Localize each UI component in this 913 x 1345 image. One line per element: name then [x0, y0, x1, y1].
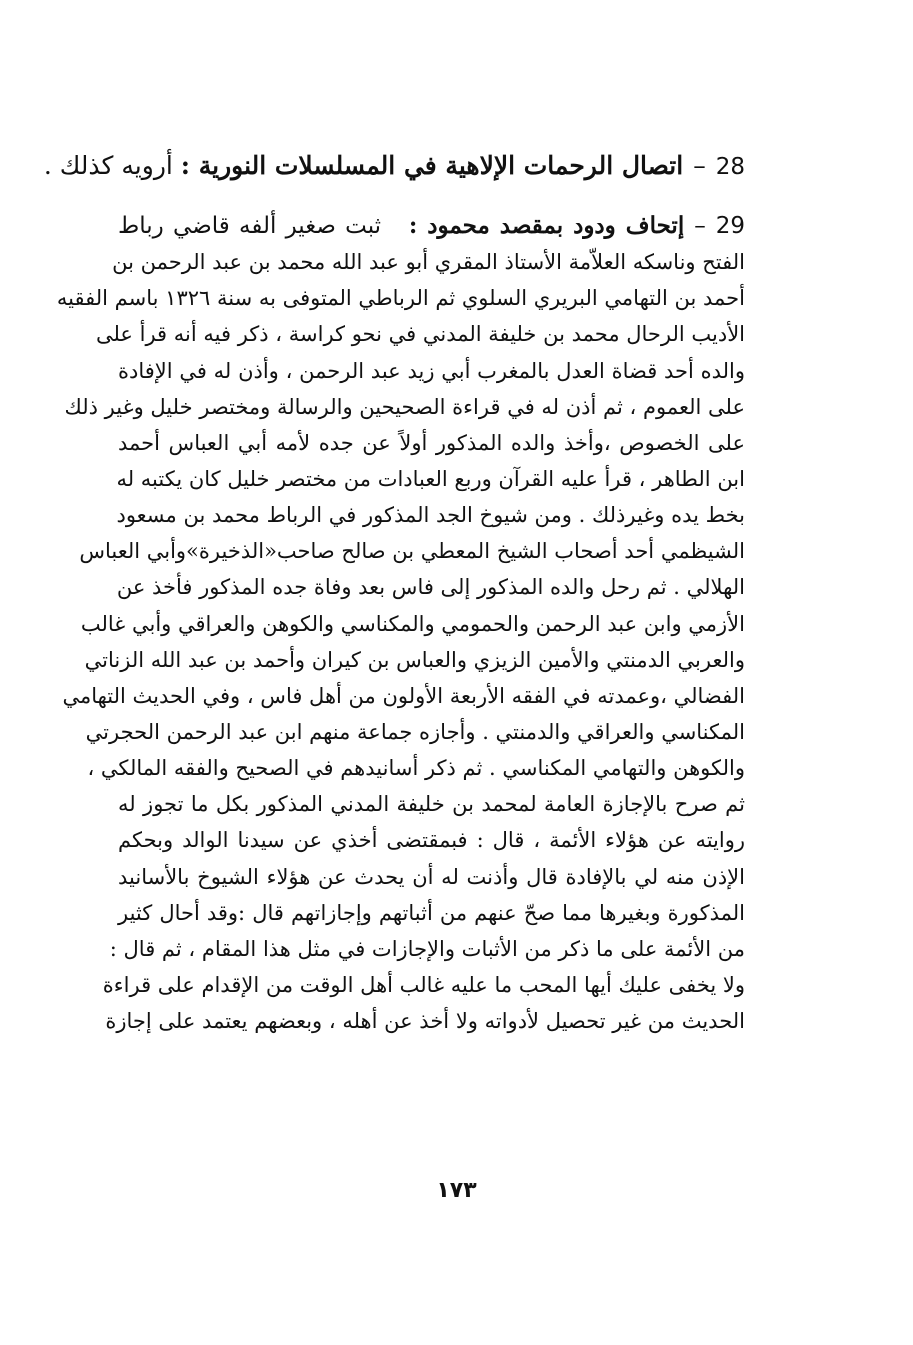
body-line: والكوهن والتهامي المكناسي . ثم ذكر أسانيدهم في الصحيح والفقه المالكي ، — [87, 756, 745, 781]
body-line: الهلالي . ثم رحل والده المذكور إلى فاس بعد وفاة جده المذكور فأخذ عن — [116, 575, 745, 600]
body-line: ولا يخفى عليك أيها المحب ما عليه غالب أهل الوقت من الإقدام على قراءة — [102, 972, 745, 997]
body-line: الأزمي وابن عبد الرحمن والحمومي والمكناسي والكوهن والعراقي وأبي غالب — [80, 611, 745, 636]
entry-28-number: 28 — [715, 154, 745, 180]
entry-29 — [56, 208, 745, 1039]
entry-28-dash: – — [693, 151, 706, 180]
body-line: الإذن منه لي بالإفادة قال وأذنت له أن يحدث عن هؤلاء الشيوخ بالأسانيد — [118, 864, 745, 889]
body-line: من الأئمة على ما ذكر من الأثبات والإجازات في مثل هذا المقام ، ثم قال : — [109, 936, 745, 961]
entry-28-text: أرويه كذلك . — [43, 151, 173, 180]
body-line: على العموم ، ثم أذن له في قراءة الصحيحين والرسالة ومختصر خليل وغير ذلك — [64, 394, 745, 419]
body-line: الأديب الرحال محمد بن خليفة المدني في نحو كراسة ، ذكر فيه أنه قرأ على — [95, 322, 745, 347]
body-line: الفضالي ،وعمدته في الفقه الأربعة الأولون من أهل فاس ، وفي الحديث التهامي — [62, 683, 745, 708]
body-line: والعربي الدمنتي والأمين الزيزي والعباس بن كيران وأحمد بن عبد الله الزناتي — [84, 647, 745, 672]
page-number: ١٧٣ — [436, 1178, 477, 1203]
body-line: بخط يده وغيرذلك . ومن شيوخ الجد المذكور في الرباط محمد بن مسعود — [116, 503, 745, 528]
body-line: المكناسي والعراقي والدمنتي . وأجازه جماعة منهم ابن عبد الرحمن الحجرتي — [85, 719, 745, 744]
entry-29-first-line — [118, 208, 745, 244]
entry-29-first-line-text: ثبت صغير ألفه قاضي رباط — [118, 213, 382, 239]
entry-28-title: اتصال الرحمات الإلاهية في المسلسلات النورية : — [180, 151, 684, 180]
body-line: الشيظمي أحد أصحاب الشيخ المعطي بن صالح صاحب«الذخيرة»وأبي العباس — [79, 539, 745, 564]
body-line: روايته عن هؤلاء الأئمة ، قال : فبمقتضى أخذي عن سيدنا الوالد وبحكم — [118, 828, 745, 853]
body-line: أحمد بن التهامي البريري السلوي ثم الرباطي المتوفى به سنة ١٣٢٦ باسم الفقيه — [56, 286, 745, 311]
body-line: على الخصوص ،وأخذ والده المذكور أولاً عن جده لأمه أبي العباس أحمد — [118, 430, 745, 455]
body-line: ثم صرح بالإجازة العامة لمحمد بن خليفة المدني المذكور بكل ما تجوز له — [118, 792, 745, 817]
entry-29-title: إتحاف ودود بمقصد محمود : — [408, 212, 685, 239]
body-line: الحديث من غير تحصيل لأدواته ولا أخذ عن أهله ، وبعضهم يعتمد على إجازة — [105, 1009, 745, 1034]
body-line: الفتح وناسكه العلاّمة الأستاذ المقري أبو عبد الله محمد بن عبد الرحمن بن — [112, 250, 745, 275]
body-line: والده أحد قضاة العدل بالمغرب أبي زيد عبد الرحمن ، وأذن له في الإفادة — [118, 358, 745, 383]
body-line: ابن الطاهر ، قرأ عليه القرآن وربع العبادات من مختصر خليل كان يكتبه له — [116, 466, 745, 491]
entry-28 — [43, 138, 745, 195]
entry-29-number: 29 — [715, 213, 745, 239]
body-line: المذكورة وبغيرها مما صحّ عنهم من أثباتهم وإجازاتهم قال :وقد أحال كثير — [118, 900, 745, 925]
entry-29-dash: – — [694, 213, 706, 239]
